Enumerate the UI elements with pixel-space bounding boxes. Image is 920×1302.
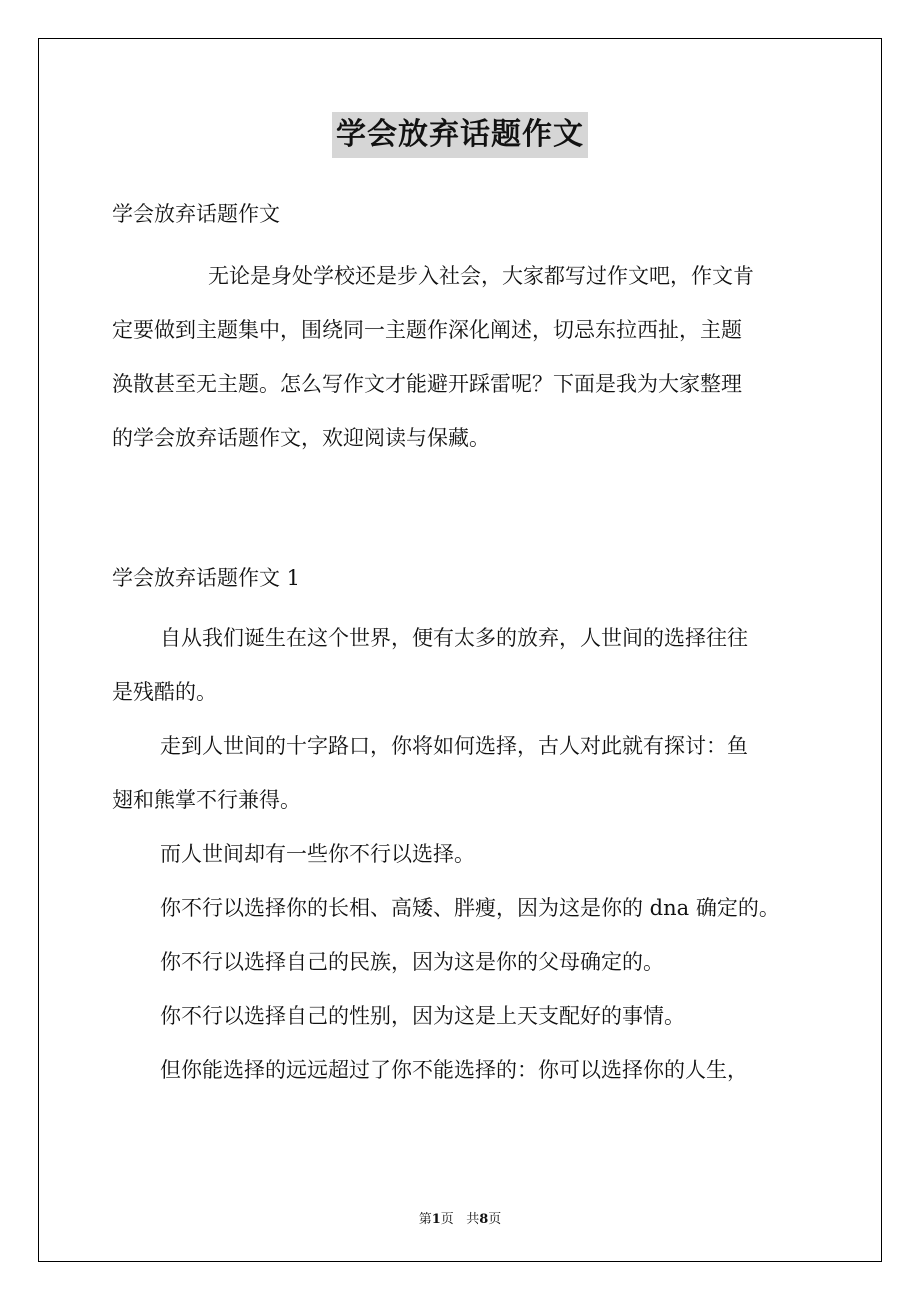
- essay-heading: 学会放弃话题作文 1: [112, 566, 301, 590]
- intro-line: 的学会放弃话题作文，欢迎阅读与保藏。: [112, 426, 490, 450]
- essay-line: 你不行以选择自己的民族，因为这是你的父母确定的。: [160, 950, 664, 974]
- essay-line: 你不行以选择自己的性别，因为这是上天支配好的事情。: [160, 1004, 685, 1028]
- footer-page-number: 1: [431, 1212, 441, 1227]
- intro-line: 无论是身处学校还是步入社会，大家都写过作文吧，作文肯: [208, 264, 754, 288]
- footer-total-prefix: 共: [466, 1212, 480, 1227]
- essay-line: 而人世间却有一些你不行以选择。: [160, 842, 475, 866]
- document-title: 学会放弃话题作文: [332, 112, 588, 158]
- essay-body: [112, 611, 812, 1097]
- intro-line: 涣散甚至无主题。怎么写作文才能避开踩雷呢？下面是我为大家整理: [112, 372, 742, 396]
- intro-line: 定要做到主题集中，围绕同一主题作深化阐述，切忌东拉西扯，主题: [112, 318, 742, 342]
- footer-page-suffix: 页: [440, 1212, 454, 1227]
- intro-paragraph: [112, 249, 812, 465]
- title-container: [0, 112, 920, 158]
- essay-line: 走到人世间的十字路口，你将如何选择，古人对此就有探讨：鱼: [160, 734, 748, 758]
- intro-heading: 学会放弃话题作文: [112, 202, 280, 226]
- footer-prefix: 第: [418, 1212, 432, 1227]
- essay-line: 你不行以选择你的长相、高矮、胖瘦，因为这是你的 dna 确定的。: [160, 896, 780, 920]
- essay-line: 是残酷的。: [112, 680, 217, 704]
- essay-line: 自从我们诞生在这个世界，便有太多的放弃，人世间的选择往往: [160, 626, 748, 650]
- footer-total-pages: 8: [479, 1212, 489, 1227]
- essay-line: 但你能选择的远远超过了你不能选择的：你可以选择你的人生，: [160, 1058, 748, 1082]
- footer-total-suffix: 页: [488, 1212, 502, 1227]
- essay-line: 翅和熊掌不行兼得。: [112, 788, 301, 812]
- page-footer: [0, 1208, 920, 1227]
